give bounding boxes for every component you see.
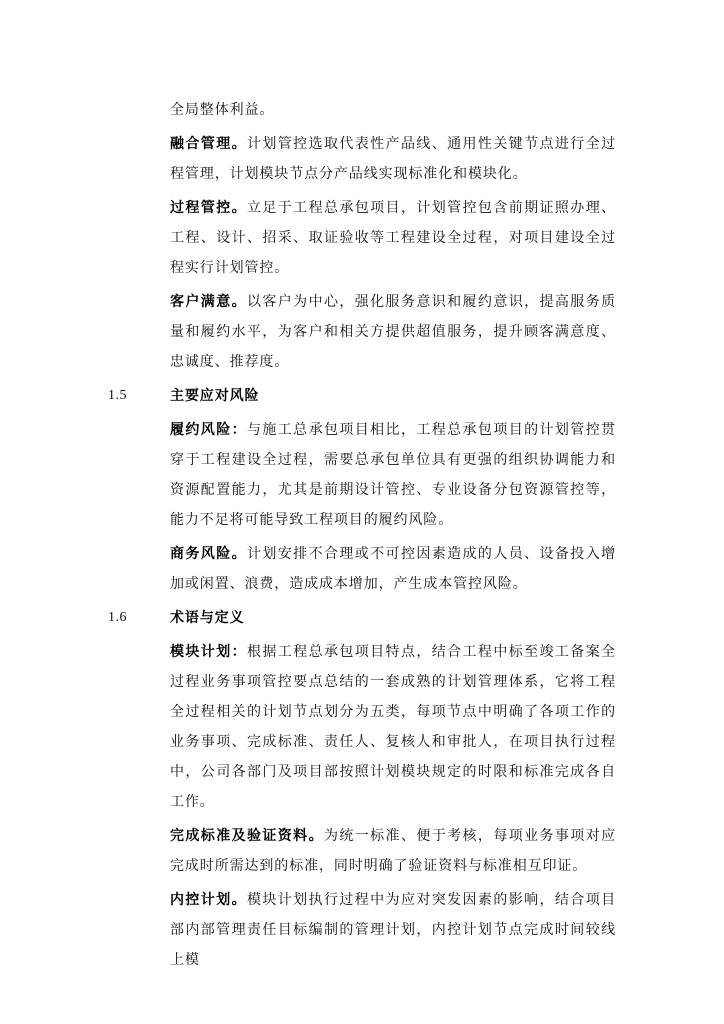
term-heading: 完成标准及验证资料。	[170, 828, 324, 844]
paragraph-text: 立足于工程总承包项目，计划管控包含前期证照办理、工程、设计、招采、取证验收等工程建设全过程，对项目建设全过程实行计划管控。	[170, 200, 616, 276]
paragraph-commercial-risk	[170, 539, 616, 599]
paragraph-customer-satisfaction	[170, 287, 616, 377]
paragraph-text: 全局整体利益。	[170, 102, 275, 118]
term-heading: 模块计划：	[170, 644, 247, 660]
paragraph-text: 根据工程总承包项目特点，结合工程中标至竣工备案全过程业务事项管控要点总结的一套成熟的计划管理体系，它将工程全过程相关的计划节点划分为五类，每项节点中明确了各项工作的业务事项、完成标准、责任人、复核人和审批人，在项目执行过程中，公司各部门及项目部按照计划模块规定的时限和标准完成各自工作。	[170, 644, 616, 810]
term-heading: 融合管理。	[170, 136, 247, 152]
term-heading: 内控计划。	[170, 892, 247, 908]
paragraph-text: 为统一标准、便于考核，每项业务事项对应完成时所需达到的标准，同时明确了验证资料与标准相互印证。	[170, 828, 616, 874]
term-heading: 商务风险。	[170, 546, 247, 562]
paragraph-module-plan	[170, 637, 616, 817]
section-number: 1.6	[108, 610, 127, 625]
paragraph-text: 计划安排不合理或不可控因素造成的人员、设备投入增加或闲置、浪费，造成成本增加，产生成本管控风险。	[170, 546, 616, 592]
section-heading-1-5	[108, 381, 616, 411]
paragraph-text: 计划管控选取代表性产品线、通用性关键节点进行全过程管理，计划模块节点分产品线实现标准化和模块化。	[170, 136, 616, 182]
term-heading: 过程管控。	[170, 200, 247, 216]
term-heading: 客户满意。	[170, 294, 247, 310]
paragraph-completion-standard	[170, 821, 616, 881]
paragraph	[170, 95, 616, 125]
paragraph-performance-risk	[170, 415, 616, 535]
paragraph-text: 以客户为中心，强化服务意识和履约意识，提高服务质量和履约水平，为客户和相关方提供超值服务，提升顾客满意度、忠诚度、推荐度。	[170, 294, 616, 370]
document-body	[108, 95, 616, 979]
paragraph-fusion-management	[170, 129, 616, 189]
paragraph-process-control	[170, 193, 616, 283]
section-title: 主要应对风险	[170, 388, 260, 404]
paragraph-text: 模块计划执行过程中为应对突发因素的影响，结合项目部内部管理责任目标编制的管理计划，内控计划节点完成时间较线上模	[170, 892, 616, 968]
paragraph-text: 与施工总承包项目相比，工程总承包项目的计划管控贯穿于工程建设全过程，需要总承包单位具有更强的组织协调能力和资源配置能力，尤其是前期设计管控、专业设备分包资源管控等，能力不足将可能导致工程项目的履约风险。	[170, 422, 616, 528]
paragraph-internal-control-plan	[170, 885, 616, 975]
section-heading-1-6	[108, 603, 616, 633]
section-number: 1.5	[108, 388, 127, 403]
term-heading: 履约风险：	[170, 422, 247, 438]
section-title: 术语与定义	[170, 610, 245, 626]
